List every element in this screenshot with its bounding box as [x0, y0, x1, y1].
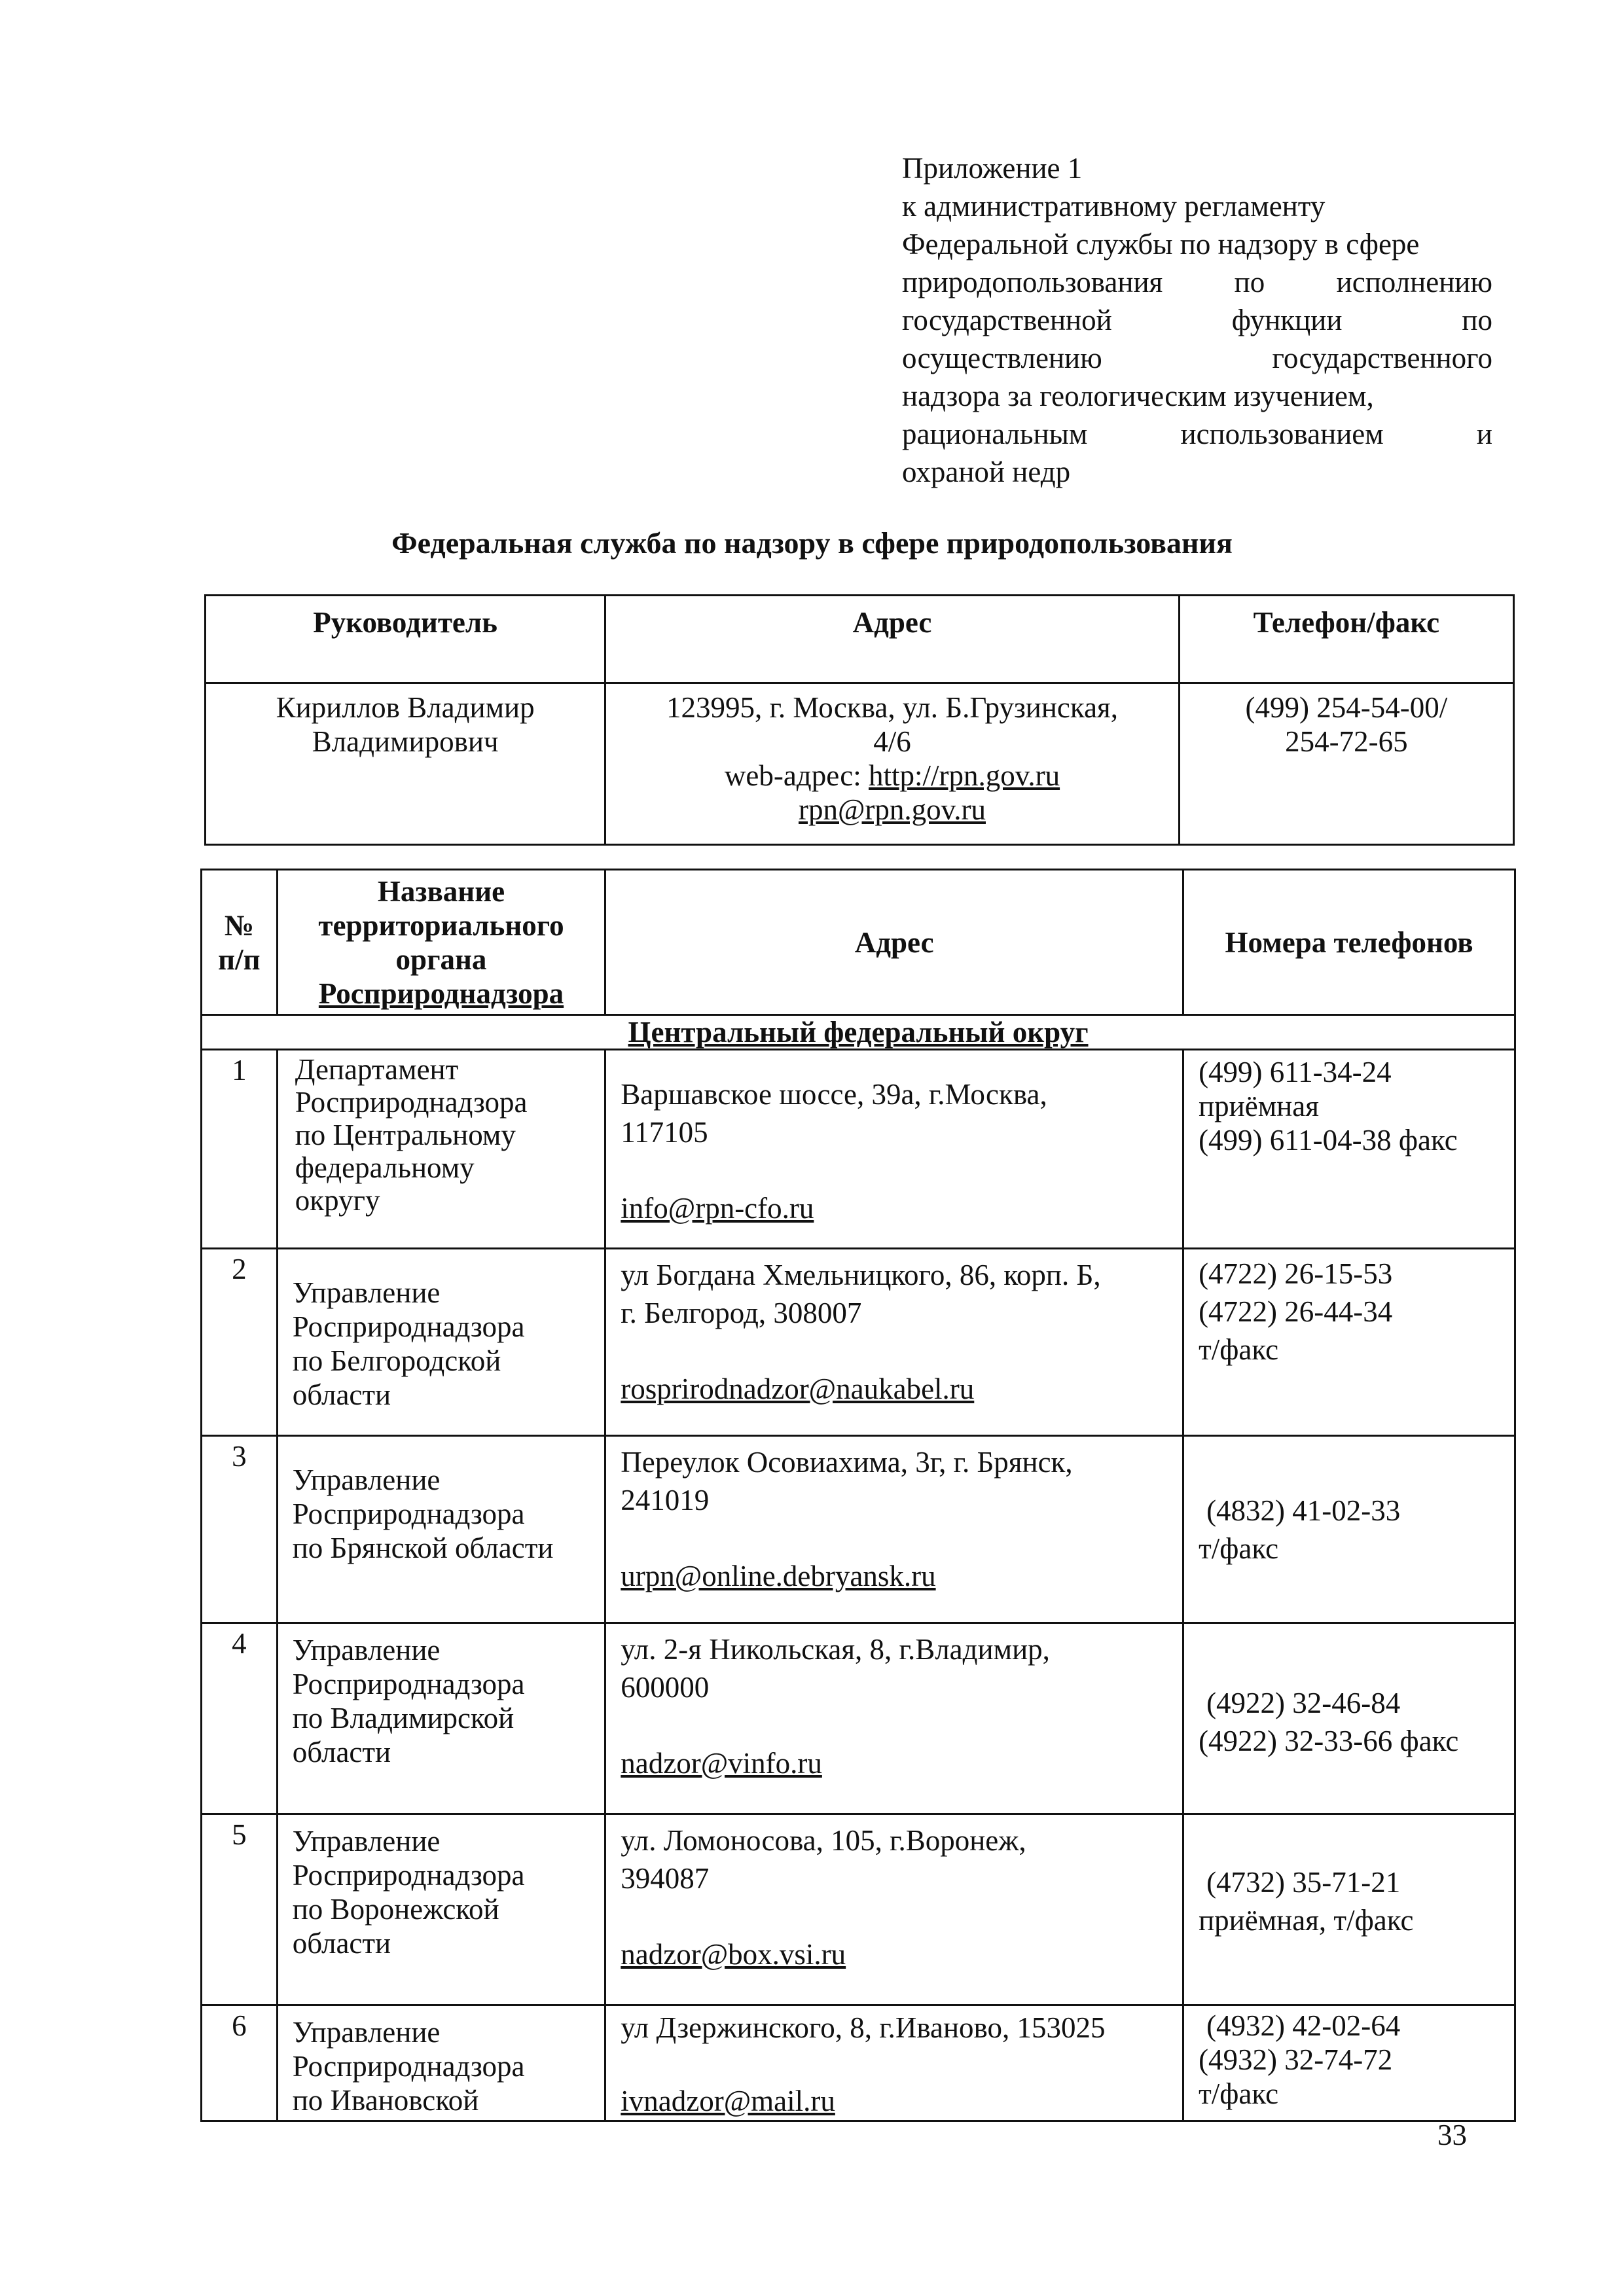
- table-row: [202, 1623, 1515, 1814]
- org-name-cell: Управление Росприроднадзора по Владимирской области: [277, 1623, 605, 1814]
- email-link[interactable]: info@rpn-cfo.ru: [621, 1192, 814, 1225]
- header-line: природопользования по исполнению: [902, 266, 1492, 298]
- email-link[interactable]: urpn@online.debryansk.ru: [621, 1560, 936, 1592]
- org-name-cell: Управление Росприроднадзора по Брянской области: [277, 1436, 605, 1623]
- district-cell: [202, 1015, 1515, 1050]
- head-table: [204, 594, 1515, 846]
- org-name-cell: Департамент Росприроднадзора по Центральному федеральному округу: [277, 1050, 605, 1249]
- row-number: 4: [202, 1623, 278, 1814]
- table-row: [202, 1814, 1515, 2005]
- header-line: надзора за геологическим изучением,: [902, 380, 1374, 412]
- head-phone-line: 254-72-65: [1285, 725, 1408, 758]
- web-url-link[interactable]: http://rpn.gov.ru: [869, 759, 1060, 792]
- header-line: государственной функции по: [902, 304, 1492, 336]
- org-name-cell: Управление Росприроднадзора по Белгородской области: [277, 1249, 605, 1436]
- head-phone-line: (499) 254-54-00/: [1245, 691, 1448, 724]
- head-name-line: Владимирович: [312, 725, 499, 758]
- head-email-link[interactable]: rpn@rpn.gov.ru: [798, 793, 986, 826]
- page-number: 33: [1437, 2119, 1467, 2151]
- head-address-cell: [605, 683, 1180, 845]
- column-header-head: Руководитель: [206, 596, 605, 683]
- row-number: 3: [202, 1436, 278, 1623]
- header-line: к административному регламенту: [902, 190, 1326, 223]
- row-number: 1: [202, 1050, 278, 1249]
- email-link[interactable]: rosprirodnadzor@naukabel.ru: [621, 1372, 975, 1405]
- appendix-header: [902, 149, 1492, 491]
- head-table-row: [206, 683, 1514, 845]
- address-cell: Переулок Осовиахима, 3г, г. Брянск, 241019 urpn@online.debryansk.ru: [605, 1436, 1183, 1623]
- org-name-cell: Управление Росприроднадзора по Ивановской: [277, 2005, 605, 2121]
- column-header-name: Название территориального органа Росприроднадзора: [277, 870, 605, 1015]
- head-name-cell: [206, 683, 605, 845]
- phones-cell: (4832) 41-02-33 т/факс: [1183, 1436, 1515, 1623]
- phones-cell: (4722) 26-15-53 (4722) 26-44-34 т/факс: [1183, 1249, 1515, 1436]
- email-link[interactable]: ivnadzor@mail.ru: [621, 2085, 835, 2117]
- head-address-line: 123995, г. Москва, ул. Б.Грузинская,: [666, 691, 1118, 724]
- phones-cell: (4922) 32-46-84 (4922) 32-33-66 факс: [1183, 1623, 1515, 1814]
- header-line: Федеральной службы по надзору в сфере: [902, 228, 1420, 260]
- address-cell: ул. 2-я Никольская, 8, г.Владимир, 600000 nadzor@vinfo.ru: [605, 1623, 1183, 1814]
- table-row: [202, 1050, 1515, 1249]
- org-title: Федеральная служба по надзору в сфере природопользования: [391, 526, 1233, 560]
- head-name-line: Кириллов Владимир: [276, 691, 535, 724]
- header-line: осуществлению государственного: [902, 342, 1492, 374]
- org-name-cell: Управление Росприроднадзора по Воронежской области: [277, 1814, 605, 2005]
- address-cell: Варшавское шоссе, 39а, г.Москва, 117105 info@rpn-cfo.ru: [605, 1050, 1183, 1249]
- address-cell: ул Дзержинского, 8, г.Иваново, 153025 ivnadzor@mail.ru: [605, 2005, 1183, 2121]
- head-table-header-row: [206, 596, 1514, 683]
- column-header-phones: Номера телефонов: [1183, 870, 1515, 1015]
- address-cell: ул Богдана Хмельницкого, 86, корп. Б, г. Белгород, 308007 rosprirodnadzor@naukabel.ru: [605, 1249, 1183, 1436]
- head-address-line: 4/6: [873, 725, 911, 758]
- phones-cell: (4732) 35-71-21 приёмная, т/факс: [1183, 1814, 1515, 2005]
- territorial-bodies-table: [200, 869, 1516, 2122]
- column-header-phone: Телефон/факс: [1179, 596, 1513, 683]
- head-web-line: [606, 759, 1178, 793]
- phones-cell: (499) 611-34-24 приёмная (499) 611-04-38 факс: [1183, 1050, 1515, 1249]
- email-link[interactable]: nadzor@vinfo.ru: [621, 1747, 822, 1780]
- header-line: рациональным использованием и: [902, 418, 1492, 450]
- email-link[interactable]: nadzor@box.vsi.ru: [621, 1938, 846, 1971]
- web-label: web-адрес:: [724, 759, 861, 792]
- header-line: Приложение 1: [902, 152, 1083, 185]
- phones-cell: (4932) 42-02-64 (4932) 32-74-72 т/факс: [1183, 2005, 1515, 2121]
- district-row: [202, 1015, 1515, 1050]
- column-header-address: Адрес: [605, 870, 1183, 1015]
- address-cell: ул. Ломоносова, 105, г.Воронеж, 394087 nadzor@box.vsi.ru: [605, 1814, 1183, 2005]
- table-row: [202, 1249, 1515, 1436]
- head-phone-cell: [1179, 683, 1513, 845]
- row-number: 5: [202, 1814, 278, 2005]
- main-table-header-row: [202, 870, 1515, 1015]
- table-row: [202, 2005, 1515, 2121]
- table-row: [202, 1436, 1515, 1623]
- row-number: 2: [202, 1249, 278, 1436]
- column-header-address: Адрес: [605, 596, 1180, 683]
- header-line: охраной недр: [902, 456, 1071, 488]
- district-title: Центральный федеральный округ: [628, 1016, 1089, 1049]
- column-header-number: № п/п: [202, 870, 278, 1015]
- row-number: 6: [202, 2005, 278, 2121]
